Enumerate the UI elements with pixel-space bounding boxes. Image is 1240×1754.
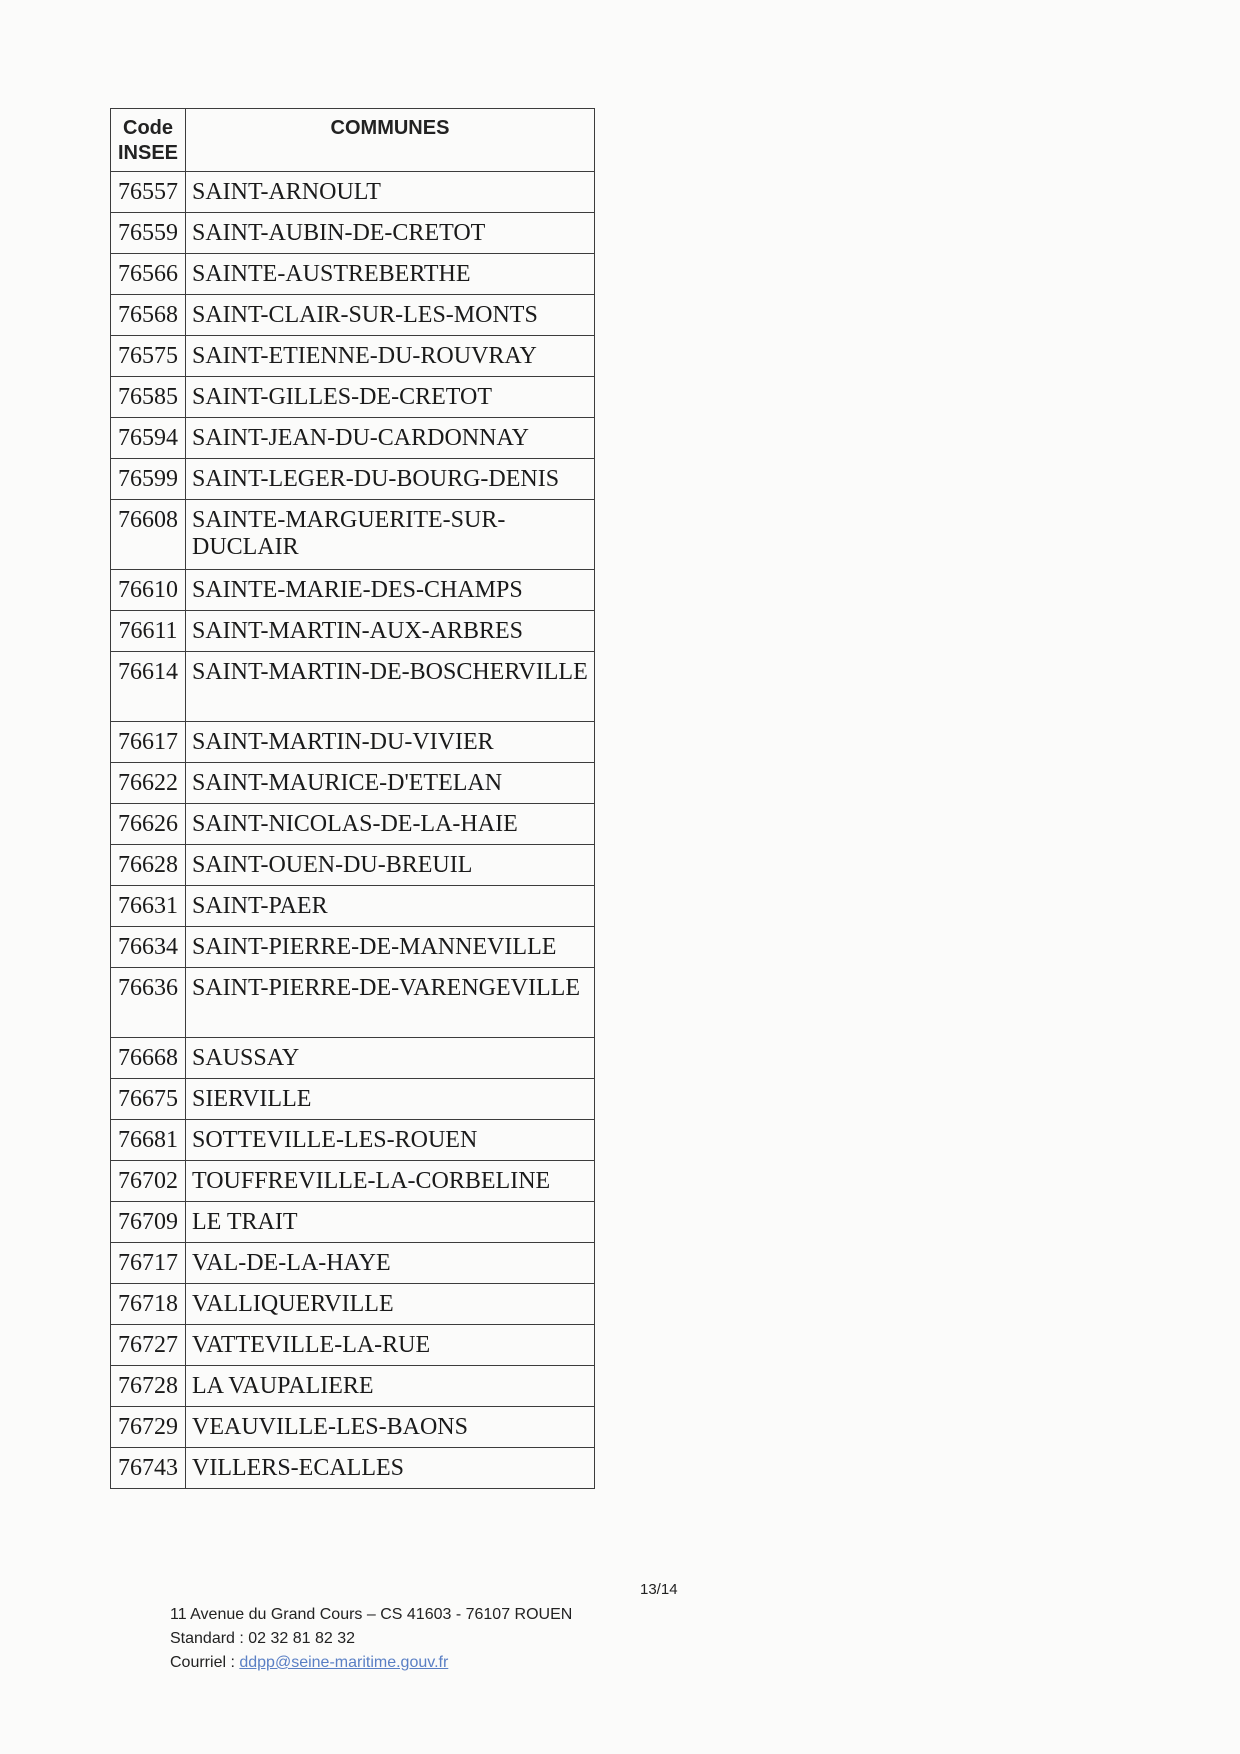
insee-code-cell: 76622 — [111, 763, 186, 804]
table-row — [111, 1079, 595, 1120]
insee-code-cell: 76575 — [111, 336, 186, 377]
table-row — [111, 1366, 595, 1407]
table-row — [111, 213, 595, 254]
table-row — [111, 611, 595, 652]
communes-table — [110, 108, 595, 1489]
insee-code-cell: 76617 — [111, 722, 186, 763]
table-row — [111, 1202, 595, 1243]
table-row — [111, 1325, 595, 1366]
table-row — [111, 295, 595, 336]
table-row — [111, 845, 595, 886]
commune-name-cell: SAINT-PIERRE-DE-MANNEVILLE — [186, 927, 595, 968]
table-row — [111, 500, 595, 570]
table-row — [111, 722, 595, 763]
footer — [170, 1603, 572, 1675]
insee-code-cell: 76675 — [111, 1079, 186, 1120]
code-insee-header: Code INSEE — [111, 109, 186, 172]
table-row — [111, 1120, 595, 1161]
insee-code-cell: 76610 — [111, 570, 186, 611]
commune-name-cell: SAINT-LEGER-DU-BOURG-DENIS — [186, 459, 595, 500]
commune-name-cell: SAINT-MARTIN-DE-BOSCHERVILLE — [186, 652, 595, 722]
insee-code-cell: 76559 — [111, 213, 186, 254]
commune-name-cell: SAINT-JEAN-DU-CARDONNAY — [186, 418, 595, 459]
table-row — [111, 1243, 595, 1284]
commune-name-cell: SAINTE-MARGUERITE-SUR-DUCLAIR — [186, 500, 595, 570]
insee-code-cell: 76631 — [111, 886, 186, 927]
commune-name-cell: TOUFFREVILLE-LA-CORBELINE — [186, 1161, 595, 1202]
footer-phone: Standard : 02 32 81 82 32 — [170, 1630, 356, 1647]
table-row — [111, 1407, 595, 1448]
commune-name-cell: SAINT-CLAIR-SUR-LES-MONTS — [186, 295, 595, 336]
table-row — [111, 804, 595, 845]
table-row — [111, 172, 595, 213]
table-row — [111, 652, 595, 722]
footer-email-line — [170, 1651, 572, 1675]
table-row — [111, 459, 595, 500]
table-row — [111, 254, 595, 295]
insee-code-cell: 76568 — [111, 295, 186, 336]
insee-code-cell: 76599 — [111, 459, 186, 500]
commune-name-cell: VEAUVILLE-LES-BAONS — [186, 1407, 595, 1448]
commune-name-cell: SAINT-GILLES-DE-CRETOT — [186, 377, 595, 418]
commune-name-cell: VILLERS-ECALLES — [186, 1448, 595, 1489]
insee-code-cell: 76611 — [111, 611, 186, 652]
insee-code-cell: 76628 — [111, 845, 186, 886]
commune-name-cell: SAINT-PAER — [186, 886, 595, 927]
insee-code-cell: 76709 — [111, 1202, 186, 1243]
commune-name-cell: SOTTEVILLE-LES-ROUEN — [186, 1120, 595, 1161]
table-header-row — [111, 109, 595, 172]
insee-code-cell: 76743 — [111, 1448, 186, 1489]
commune-name-cell: SAINT-NICOLAS-DE-LA-HAIE — [186, 804, 595, 845]
commune-name-cell: LA VAUPALIERE — [186, 1366, 595, 1407]
commune-name-cell: VALLIQUERVILLE — [186, 1284, 595, 1325]
commune-name-cell: SAINT-ETIENNE-DU-ROUVRAY — [186, 336, 595, 377]
table-row — [111, 1038, 595, 1079]
insee-code-cell: 76594 — [111, 418, 186, 459]
footer-address: 11 Avenue du Grand Cours – CS 41603 - 76107 ROUEN — [170, 1606, 573, 1623]
insee-code-cell: 76729 — [111, 1407, 186, 1448]
table-row — [111, 377, 595, 418]
insee-code-cell: 76718 — [111, 1284, 186, 1325]
table-row — [111, 968, 595, 1038]
table-row — [111, 418, 595, 459]
insee-code-cell: 76636 — [111, 968, 186, 1038]
communes-header: COMMUNES — [186, 109, 595, 172]
commune-name-cell: SAINTE-AUSTREBERTHE — [186, 254, 595, 295]
table-row — [111, 927, 595, 968]
commune-name-cell: SAUSSAY — [186, 1038, 595, 1079]
table-row — [111, 570, 595, 611]
table-body — [111, 172, 595, 1489]
commune-name-cell: SAINT-MARTIN-AUX-ARBRES — [186, 611, 595, 652]
commune-name-cell: SAINT-AUBIN-DE-CRETOT — [186, 213, 595, 254]
table-row — [111, 1448, 595, 1489]
commune-name-cell: SAINT-OUEN-DU-BREUIL — [186, 845, 595, 886]
commune-name-cell: VAL-DE-LA-HAYE — [186, 1243, 595, 1284]
insee-code-cell: 76728 — [111, 1366, 186, 1407]
table-row — [111, 763, 595, 804]
insee-code-cell: 76634 — [111, 927, 186, 968]
insee-code-cell: 76557 — [111, 172, 186, 213]
insee-code-cell: 76626 — [111, 804, 186, 845]
commune-name-cell: LE TRAIT — [186, 1202, 595, 1243]
insee-code-cell: 76585 — [111, 377, 186, 418]
commune-name-cell: SAINT-MARTIN-DU-VIVIER — [186, 722, 595, 763]
table-row — [111, 1284, 595, 1325]
insee-code-cell: 76702 — [111, 1161, 186, 1202]
commune-name-cell: SAINT-PIERRE-DE-VARENGEVILLE — [186, 968, 595, 1038]
insee-code-cell: 76717 — [111, 1243, 186, 1284]
commune-name-cell: SAINT-MAURICE-D'ETELAN — [186, 763, 595, 804]
insee-code-cell: 76727 — [111, 1325, 186, 1366]
footer-email-label: Courriel : — [170, 1654, 240, 1671]
commune-name-cell: SIERVILLE — [186, 1079, 595, 1120]
table-row — [111, 336, 595, 377]
table-row — [111, 886, 595, 927]
insee-code-cell: 76608 — [111, 500, 186, 570]
insee-code-cell: 76614 — [111, 652, 186, 722]
commune-name-cell: SAINTE-MARIE-DES-CHAMPS — [186, 570, 595, 611]
insee-code-cell: 76681 — [111, 1120, 186, 1161]
table-row — [111, 1161, 595, 1202]
insee-code-cell: 76566 — [111, 254, 186, 295]
commune-name-cell: VATTEVILLE-LA-RUE — [186, 1325, 595, 1366]
footer-email-link[interactable]: ddpp@seine-maritime.gouv.fr — [239, 1654, 449, 1671]
page-number: 13/14 — [640, 1581, 678, 1598]
insee-code-cell: 76668 — [111, 1038, 186, 1079]
commune-name-cell: SAINT-ARNOULT — [186, 172, 595, 213]
